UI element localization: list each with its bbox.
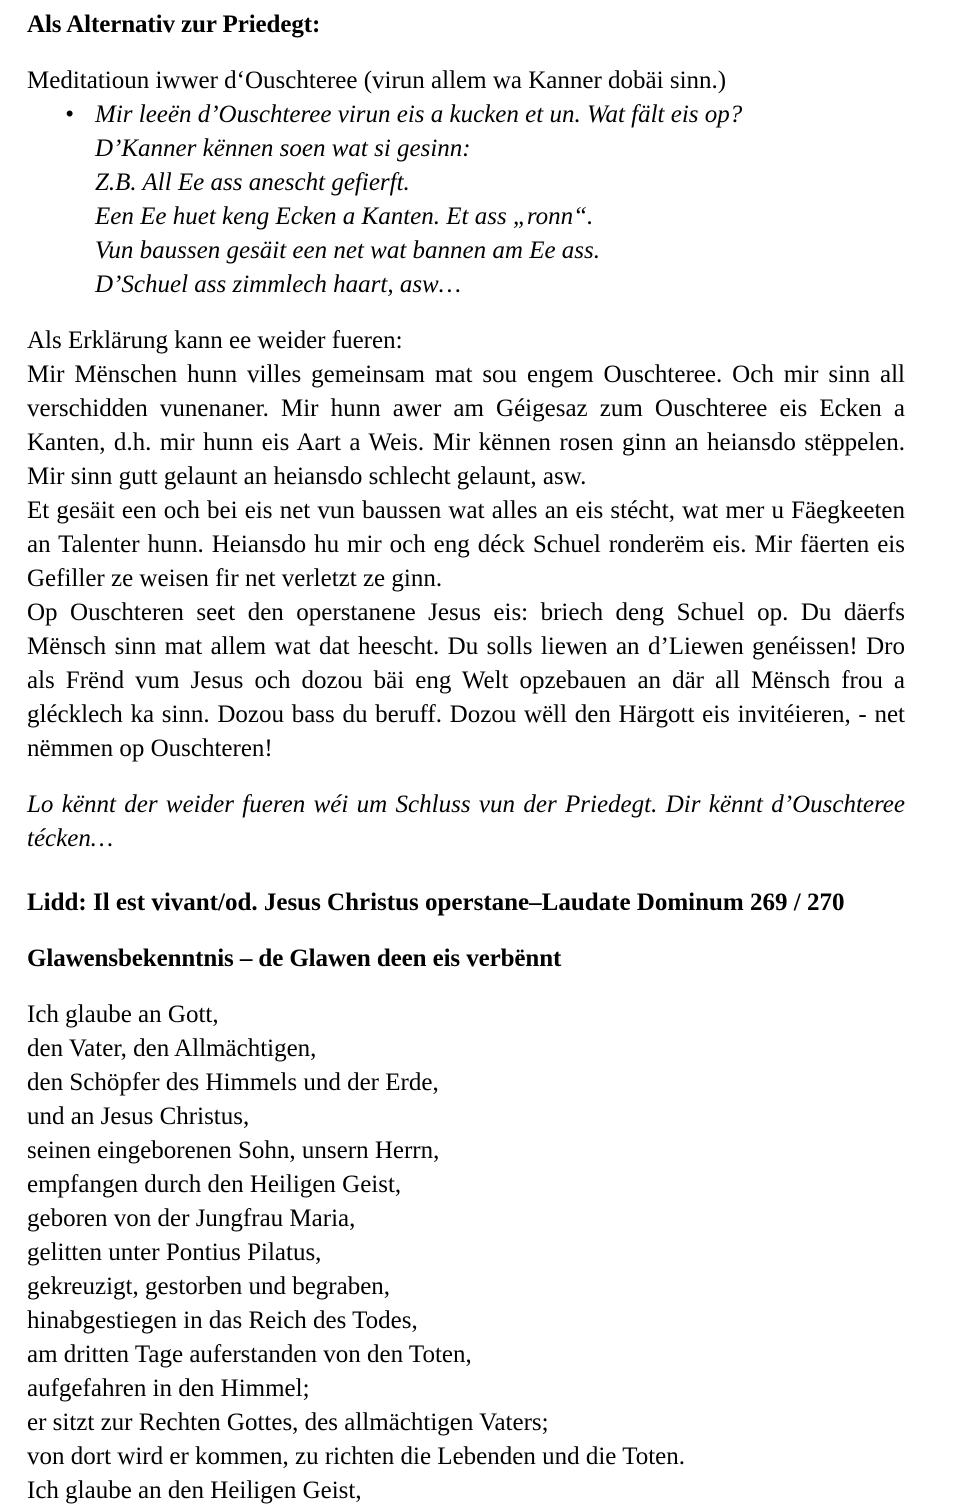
body-paragraph-1: Mir Mënschen hunn villes gemeinsam mat sou engem Ouschteree. Och mir sinn all verschidden vunenaner. Mir hunn awer am Géigesaz zum Ouschteree eis Ecken a Kanten, d.h. mir hunn eis Aart a Weis. Mir kënnen rosen ginn an heiansdo stëppelen. Mir sinn gutt gelaunt an heiansdo schlecht gelaunt, asw. <box>27 361 905 490</box>
creed-line: den Schöpfer des Himmels und der Erde, <box>27 1069 439 1096</box>
creed-line: und an Jesus Christus, <box>27 1103 250 1130</box>
meditation-bullet-list <box>27 98 905 132</box>
creed-line: Ich glaube an Gott, <box>27 1001 219 1028</box>
creed-line: empfangen durch den Heiligen Geist, <box>27 1171 402 1198</box>
list-item: Een Ee huet keng Ecken a Kanten. Et ass „ronn“. <box>95 203 594 230</box>
creed-line: geboren von der Jungfrau Maria, <box>27 1205 356 1232</box>
list-item-label: Mir leeën d’Ouschteree virun eis a kucken et un. Wat fält eis op? <box>95 101 743 128</box>
spacer <box>27 766 905 788</box>
creed-line: hinabgestiegen in das Reich des Todes, <box>27 1307 418 1334</box>
body-paragraph-2: Et gesäit een och bei eis net vun baussen wat alles an eis stécht, wat mer u Fäegkeeten an Talenter hunn. Heiansdo hu mir och eng déck Schuel ronderëm eis. Mir fäerten eis Gefiller ze weisen fir net verletzt ze ginn. <box>27 497 905 592</box>
spacer <box>27 856 905 886</box>
page-title: Als Alternativ zur Priedegt: <box>27 11 321 38</box>
creed-line: er sitzt zur Rechten Gottes, des allmächtigen Vaters; <box>27 1409 549 1436</box>
spacer <box>27 42 905 64</box>
body-paragraph-3: Op Ouschteren seet den operstanene Jesus eis: briech deng Schuel op. Du däerfs Mënsch sinn mat allem wat dat heescht. Du solls liewen an d’Liewen genéissen! Dro als Frënd vum Jesus och dozou bäi eng Welt opzebauen an där all Mënsch frou a glécklech ka sinn. Dozou bass du beruff. Dozou wëll den Härgott eis invitéieren, - net nëmmen op Ouschteren! <box>27 599 905 762</box>
explanation-intro: Als Erklärung kann ee weider fueren: <box>27 327 403 354</box>
creed-line: aufgefahren in den Himmel; <box>27 1375 310 1402</box>
creed-line: am dritten Tage auferstanden von den Toten, <box>27 1341 472 1368</box>
spacer <box>27 976 905 998</box>
list-item: D’Schuel ass zimmlech haart, asw… <box>95 271 461 298</box>
spacer <box>27 302 905 324</box>
list-item <box>27 98 905 132</box>
creed-line: Ich glaube an den Heiligen Geist, <box>27 1477 362 1504</box>
creed-line: gelitten unter Pontius Pilatus, <box>27 1239 322 1266</box>
closing-italic-note: Lo kënnt der weider fueren wéi um Schluss vun der Priedegt. Dir kënnt d’Ouschteree técken… <box>27 791 905 852</box>
creed-line: den Vater, den Allmächtigen, <box>27 1035 317 1062</box>
song-reference: Lidd: Il est vivant/od. Jesus Christus operstane–Laudate Dominum 269 / 270 <box>27 889 845 916</box>
list-item: Vun baussen gesäit een net wat bannen am Ee ass. <box>95 237 601 264</box>
bullet-dot-icon: • <box>65 101 74 128</box>
creed-line: gekreuzigt, gestorben und begraben, <box>27 1273 391 1300</box>
spacer <box>27 920 905 942</box>
list-item: D’Kanner kënnen soen wat si gesinn: <box>95 135 471 162</box>
creed-line: von dort wird er kommen, zu richten die Lebenden und die Toten. <box>27 1443 686 1470</box>
creed-heading: Glawensbekenntnis – de Glawen deen eis verbënnt <box>27 945 562 972</box>
creed-block <box>27 998 905 1508</box>
meditation-intro: Meditatioun iwwer d‘Ouschteree (virun allem wa Kanner dobäi sinn.) <box>27 67 727 94</box>
creed-line: seinen eingeborenen Sohn, unsern Herrn, <box>27 1137 440 1164</box>
list-item: Z.B. All Ee ass anescht gefierft. <box>95 169 410 196</box>
